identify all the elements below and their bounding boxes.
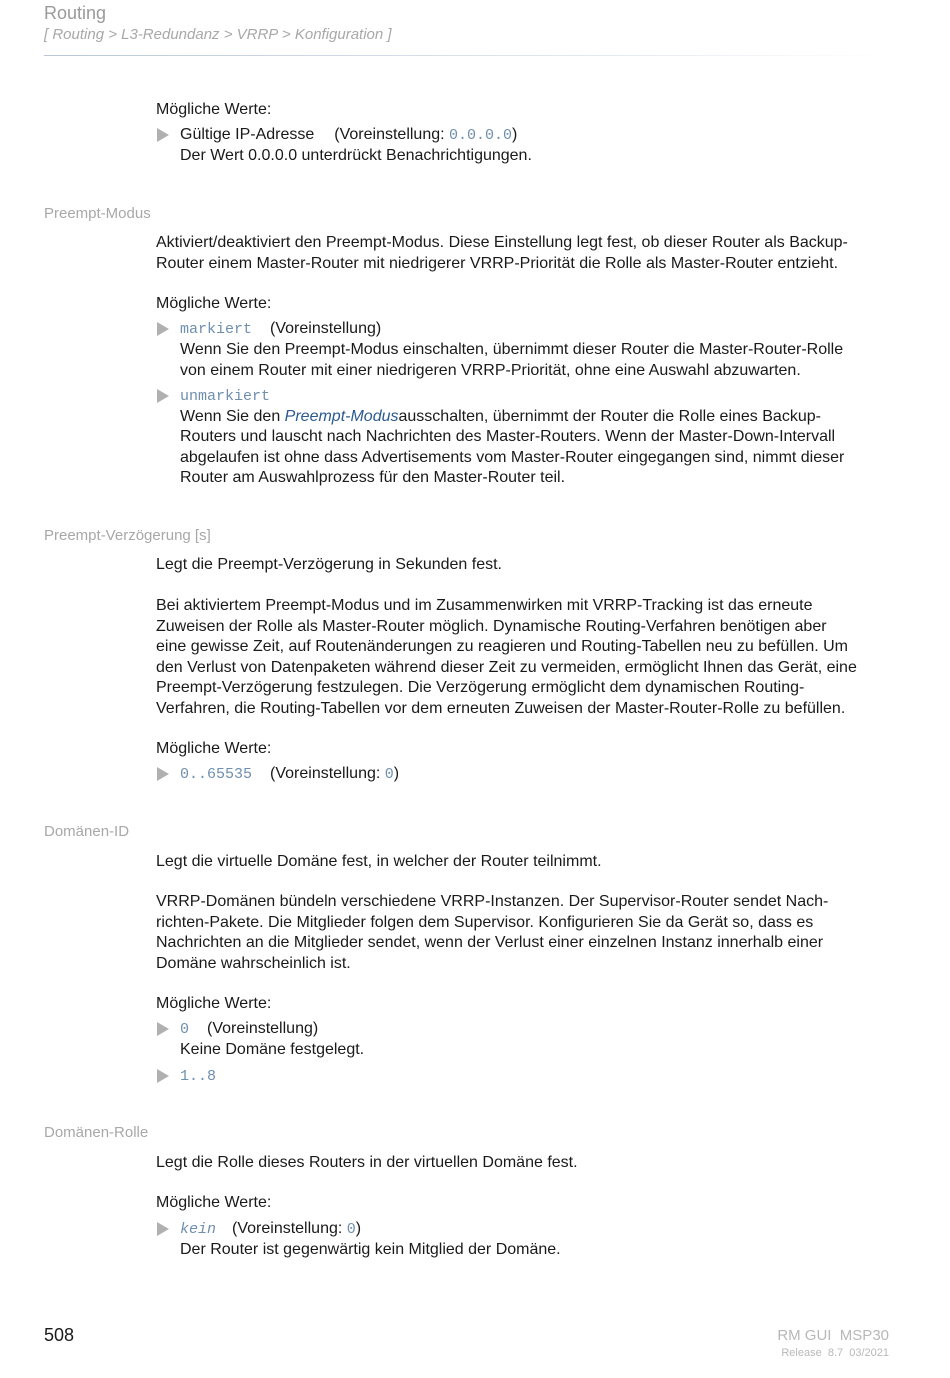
footer-product: RM GUI MSP30 [777,1327,889,1344]
bullet-icon [157,1222,169,1236]
value-description: Router am Auswahlprozess für den Master-Router teil. [180,469,566,486]
bullet-icon [157,1022,169,1036]
default-label: (Voreinstellung) [270,320,382,337]
section-paragraph: den Verlust von Datenpaketen während dieser Zeit zu vermeiden, ermöglicht Ihnen das Gerät, eine [156,659,857,676]
default-suffix: ) [393,765,400,782]
value-description: Wenn Sie den Preempt-Modus einschalten, übernimmt dieser Router die Master-Router-Rolle [180,341,844,358]
bullet-icon [157,389,169,403]
section-paragraph: Bei aktiviertem Preempt-Modus und im Zusammenwirken mit VRRP-Tracking ist das erneute [156,597,813,614]
preempt-mode-link[interactable]: Preempt-Modus [284,408,399,425]
section-paragraph: VRRP-Domänen bündeln verschiedene VRRP-Instanzen. Der Supervisor-Router sendet Nach- [156,893,829,910]
header-divider [44,55,890,56]
section-paragraph: richten-Pakete. Die Mitglieder folgen dem Supervisor. Konfigurieren Sie da Gerät so, dass es [156,914,814,931]
value-item [180,125,895,146]
value-code: unmarkiert [180,388,271,405]
breadcrumb: [ Routing > L3-Redundanz > VRRP > Konfiguration ] [44,26,392,43]
default-label: (Voreinstellung) [207,1020,319,1037]
value-item [180,764,895,785]
value-description: Routers und lauscht nach Nachrichten des Master-Routers. Wenn der Master-Down-Intervall [180,428,836,445]
value-description: Der Wert 0.0.0.0 unterdrückt Benachrichtigungen. [180,147,532,164]
footer-release: Release 8.7 03/2021 [781,1347,889,1359]
possible-values-heading: Mögliche Werte: [156,740,272,757]
possible-values-heading: Mögliche Werte: [156,295,272,312]
bullet-icon [157,767,169,781]
value-code: 0 [180,1021,190,1038]
section-label-preempt-delay: Preempt-Verzögerung [s] [44,527,211,544]
value-description: abgelaufen ist ohne dass Advertisements vom Master-Router eingegangen sind, nimmt dieser [180,449,845,466]
default-value: 0.0.0.0 [449,127,513,144]
section-description: Legt die Rolle dieses Routers in der virtuellen Domäne fest. [156,1154,578,1171]
default-suffix: ) [512,126,518,143]
section-paragraph: Nachrichten an die Mitglieder sendet, wenn der Verlust einer einzelnen Instanz innerhalb einer [156,934,824,951]
default-suffix: ) [355,1220,362,1237]
bullet-icon [157,322,169,336]
value-item [180,1019,895,1040]
text: Wenn Sie den [180,408,285,425]
section-paragraph: Zuweisen der Rolle als Master-Router möglich. Dynamische Routing-Verfahren benötigen aber [156,618,827,635]
value-description: Keine Domäne festgelegt. [180,1041,365,1058]
value-description [180,407,895,427]
possible-values-heading: Mögliche Werte: [156,995,272,1012]
value-description: Der Router ist gegenwärtig kein Mitglied der Domäne. [180,1241,561,1258]
section-label-preempt-mode: Preempt-Modus [44,205,151,222]
default-prefix: (Voreinstellung: [270,765,385,782]
value-label: Gültige IP-Adresse [180,126,315,143]
page-number: 508 [44,1325,75,1345]
section-description: Legt die virtuelle Domäne fest, in welcher der Router teilnimmt. [156,853,602,870]
value-description: von einem Router mit einer niedrigeren VRRP-Priorität, ohne eine Auswahl abzuwarten. [180,362,801,379]
possible-values-heading: Mögliche Werte: [156,1194,272,1211]
section-paragraph: Domäne wahrscheinlich ist. [156,955,351,972]
section-label-domain-role: Domänen-Rolle [44,1124,149,1141]
value-code: 1..8 [180,1068,217,1085]
section-description: Aktiviert/deaktiviert den Preempt-Modus. Diese Einstellung legt fest, ob dieser Router als Backup- [156,234,848,251]
default-prefix: (Voreinstellung: [334,126,450,143]
page-header-title: Routing [44,3,107,23]
value-item [180,1066,895,1087]
value-code: markiert [180,321,253,338]
section-label-domain-id: Domänen-ID [44,823,130,840]
section-paragraph: Preempt-Verzögerung festzulegen. Die Verzögerung ermöglicht dem dynamischen Routing- [156,679,805,696]
section-description: Router einem Master-Router mit niedrigerer VRRP-Priorität die Rolle als Master-Router entzieht. [156,255,839,272]
section-description: Legt die Preempt-Verzögerung in Sekunden fest. [156,556,502,573]
section-paragraph: eine gewisse Zeit, auf Routenänderungen zu reagieren und Routing-Tabellen neu zu befüllen. Um [156,638,849,655]
value-code: kein [180,1221,217,1238]
value-code: 0..65535 [180,766,253,783]
text: ausschalten, übernimmt der Router die Rolle eines Backup- [398,408,821,425]
section-paragraph: Verfahren, die Routing-Tabellen vor dem erneuten Zuweisen der Master-Router-Rolle zu befüllen. [156,700,846,717]
value-item [180,386,895,407]
default-value: 0 [346,1221,356,1238]
value-item [180,1219,895,1240]
default-value: 0 [384,766,394,783]
value-item [180,319,895,340]
bullet-icon [157,1069,169,1083]
possible-values-heading: Mögliche Werte: [156,101,272,118]
bullet-icon [157,128,169,142]
default-prefix: (Voreinstellung: [232,1220,347,1237]
